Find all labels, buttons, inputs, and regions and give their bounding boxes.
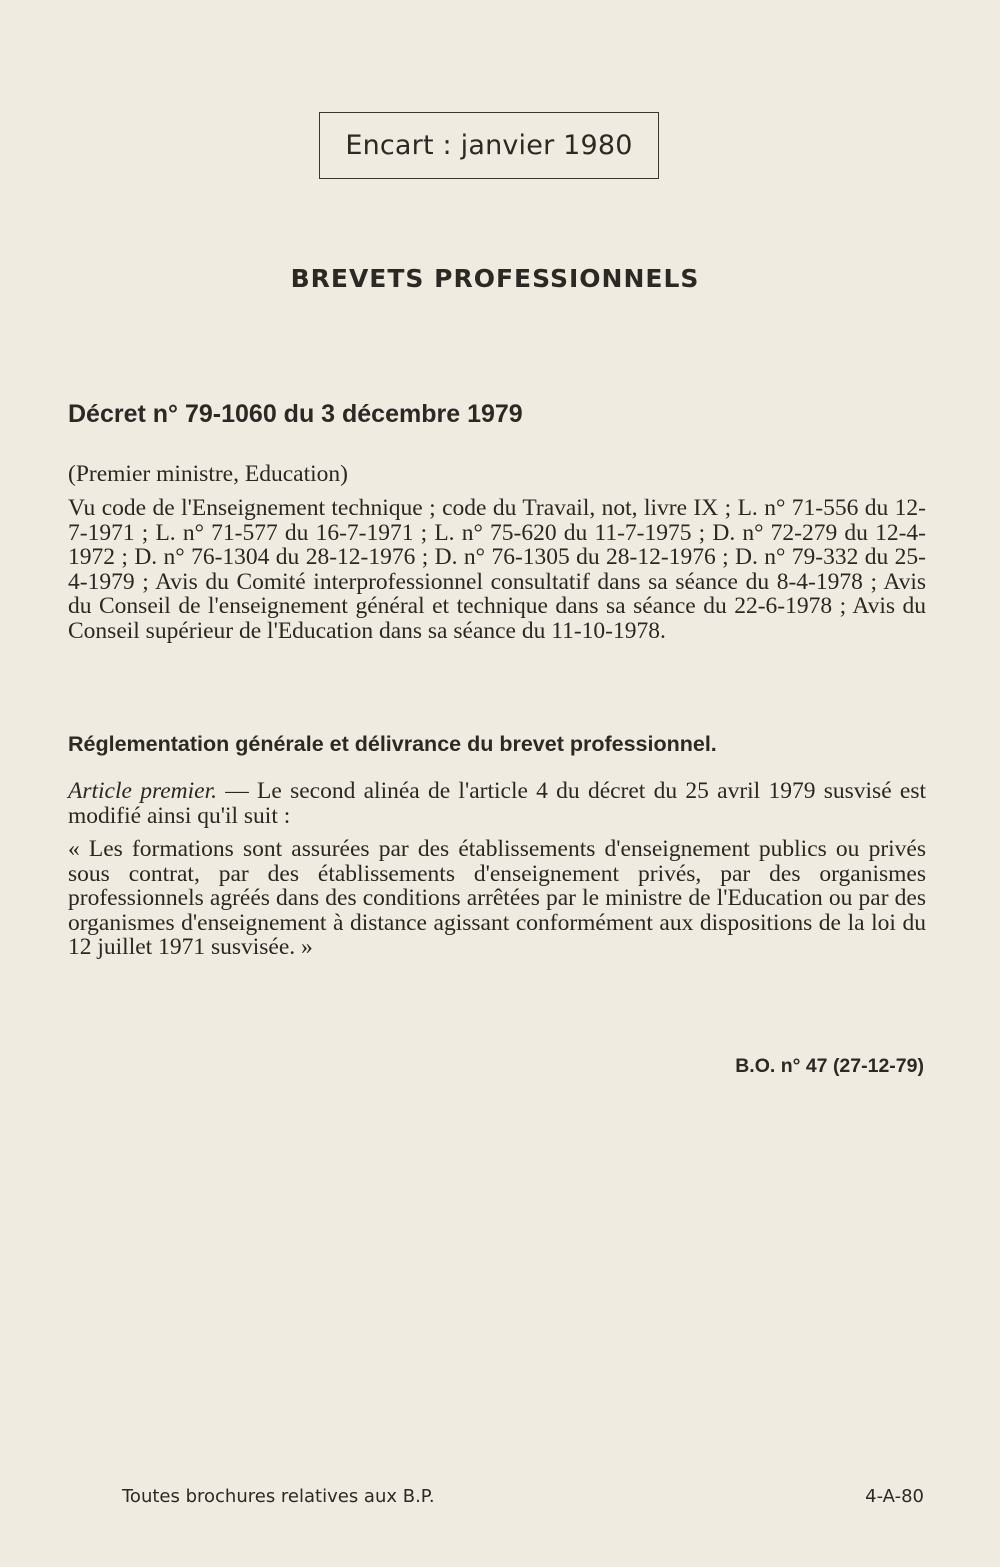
bo-reference: B.O. n° 47 (27-12-79) xyxy=(735,1055,924,1077)
article-paragraph xyxy=(68,779,926,828)
page-number: 4-A-80 xyxy=(865,1486,924,1507)
decree-title: Décret n° 79-1060 du 3 décembre 1979 xyxy=(68,400,523,428)
encart-label: Encart : janvier 1980 xyxy=(345,130,633,161)
encart-box xyxy=(319,112,659,179)
article-text: — Le second alinéa de l'article 4 du décret du 25 avril 1979 susvisé est modifié ainsi qu'il suit : xyxy=(68,778,926,829)
section-title: Réglementation générale et délivrance du brevet professionnel. xyxy=(68,732,717,756)
decree-ministry: (Premier ministre, Education) xyxy=(68,461,348,487)
footer-note: Toutes brochures relatives aux B.P. xyxy=(122,1486,435,1507)
page-title: BREVETS PROFESSIONNELS xyxy=(290,264,700,293)
decree-vu-paragraph: Vu code de l'Enseignement technique ; code du Travail, not, livre IX ; L. n° 71-556 du 12-7-1971 ; L. n° 71-577 du 16-7-1971 ; L. n° 75-620 du 11-7-1975 ; D. n° 72-279 du 12-4-1972 ; D. n° 76-1304 du 28-12-1976 ; D. n° 76-1305 du 28-12-1976 ; D. n° 79-332 du 25-4-1979 ; Avis du Comité interprofessionnel consultatif dans sa séance du 8-4-1978 ; Avis du Conseil de l'enseignement général et technique dans sa séance du 22-6-1978 ; Avis du Conseil supérieur de l'Education dans sa séance du 11-10-1978. xyxy=(68,495,926,644)
article-label: Article premier. xyxy=(68,778,218,804)
article-quote: « Les formations sont assurées par des établissements d'enseignement publics ou privés sous contrat, par des établissements d'enseignement privés, par des organismes professionnels agréés dans des conditions arrêtées par le ministre de l'Education ou par des organismes d'enseignement à distance agissant conformément aux dispositions de la loi du 12 juillet 1971 susvisée. » xyxy=(68,836,926,961)
